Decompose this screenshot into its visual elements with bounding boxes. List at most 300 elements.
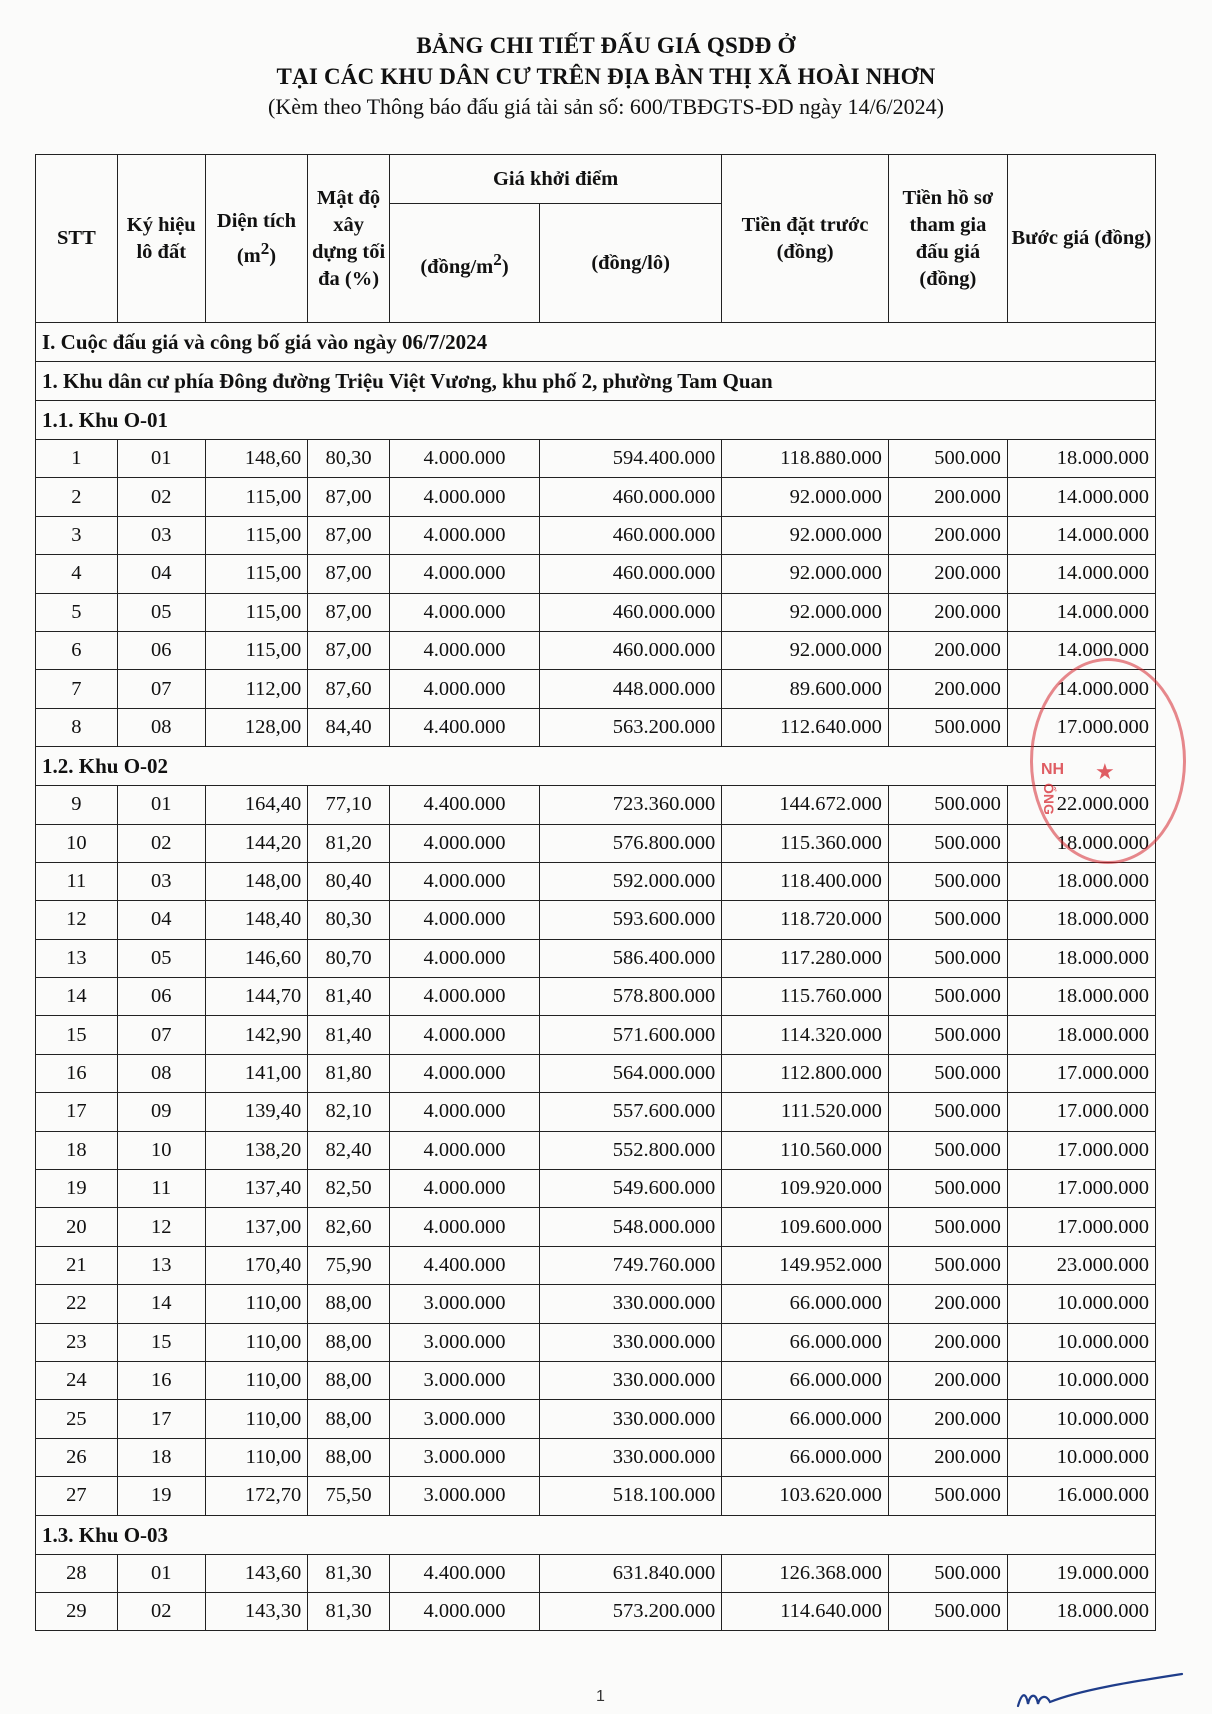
cell-tien-ho-so: 500.000 bbox=[888, 1016, 1007, 1054]
cell-dien-tich: 110,00 bbox=[205, 1323, 307, 1361]
cell-tien-ho-so: 200.000 bbox=[888, 516, 1007, 554]
cell-stt: 29 bbox=[36, 1592, 118, 1630]
cell-tien-dat-truoc: 126.368.000 bbox=[722, 1554, 889, 1592]
cell-buoc-gia: 18.000.000 bbox=[1007, 939, 1155, 977]
cell-dien-tich: 112,00 bbox=[205, 670, 307, 708]
auction-table bbox=[35, 154, 1156, 1631]
cell-tien-dat-truoc: 103.620.000 bbox=[722, 1477, 889, 1515]
cell-tien-ho-so: 500.000 bbox=[888, 1554, 1007, 1592]
cell-mat-do: 82,40 bbox=[308, 1131, 390, 1169]
cell-gia-m2: 4.000.000 bbox=[389, 555, 539, 593]
cell-tien-ho-so: 500.000 bbox=[888, 824, 1007, 862]
cell-dien-tich: 110,00 bbox=[205, 1438, 307, 1476]
cell-stt: 23 bbox=[36, 1323, 118, 1361]
stamp-text: NH bbox=[1041, 761, 1065, 778]
col-dien-tich-close: ) bbox=[269, 244, 277, 267]
cell-buoc-gia: 18.000.000 bbox=[1007, 1016, 1155, 1054]
cell-dien-tich: 110,00 bbox=[205, 1361, 307, 1399]
cell-buoc-gia: 14.000.000 bbox=[1007, 478, 1155, 516]
signature-mark bbox=[1010, 1662, 1190, 1714]
cell-tien-dat-truoc: 115.360.000 bbox=[722, 824, 889, 862]
cell-stt: 25 bbox=[36, 1400, 118, 1438]
cell-buoc-gia: 10.000.000 bbox=[1007, 1285, 1155, 1323]
cell-ky-hieu: 07 bbox=[117, 670, 205, 708]
cell-mat-do: 81,80 bbox=[308, 1054, 390, 1092]
cell-gia-m2: 4.000.000 bbox=[389, 1016, 539, 1054]
section-row bbox=[36, 401, 1156, 440]
cell-buoc-gia: 10.000.000 bbox=[1007, 1323, 1155, 1361]
cell-dien-tich: 144,20 bbox=[205, 824, 307, 862]
cell-buoc-gia: 18.000.000 bbox=[1007, 1592, 1155, 1630]
cell-stt: 24 bbox=[36, 1361, 118, 1399]
col-gia-khoi-diem: Giá khởi điểm bbox=[389, 155, 721, 204]
cell-tien-dat-truoc: 92.000.000 bbox=[722, 516, 889, 554]
cell-tien-ho-so: 500.000 bbox=[888, 862, 1007, 900]
cell-mat-do: 80,30 bbox=[308, 901, 390, 939]
cell-ky-hieu: 05 bbox=[117, 593, 205, 631]
cell-mat-do: 87,00 bbox=[308, 593, 390, 631]
cell-gia-m2: 3.000.000 bbox=[389, 1323, 539, 1361]
cell-gia-m2: 4.000.000 bbox=[389, 1208, 539, 1246]
cell-ky-hieu: 14 bbox=[117, 1285, 205, 1323]
table-row bbox=[36, 631, 1156, 669]
col-tien-dat-truoc: Tiền đặt trước (đồng) bbox=[722, 155, 889, 323]
cell-tien-dat-truoc: 114.640.000 bbox=[722, 1592, 889, 1630]
cell-tien-ho-so: 500.000 bbox=[888, 1592, 1007, 1630]
cell-gia-m2: 4.000.000 bbox=[389, 631, 539, 669]
cell-ky-hieu: 13 bbox=[117, 1246, 205, 1284]
cell-ky-hieu: 07 bbox=[117, 1016, 205, 1054]
cell-tien-dat-truoc: 92.000.000 bbox=[722, 593, 889, 631]
cell-ky-hieu: 09 bbox=[117, 1093, 205, 1131]
cell-gia-m2: 4.000.000 bbox=[389, 670, 539, 708]
cell-buoc-gia: 14.000.000 bbox=[1007, 631, 1155, 669]
table-row bbox=[36, 516, 1156, 554]
cell-gia-m2: 4.000.000 bbox=[389, 901, 539, 939]
section-zone1: 1.1. Khu O-01 bbox=[36, 401, 1156, 440]
cell-gia-lo: 460.000.000 bbox=[540, 593, 722, 631]
col-gia-lo: (đồng/lô) bbox=[540, 204, 722, 323]
cell-tien-ho-so: 500.000 bbox=[888, 1054, 1007, 1092]
cell-gia-lo: 564.000.000 bbox=[540, 1054, 722, 1092]
cell-stt: 9 bbox=[36, 786, 118, 824]
table-row bbox=[36, 1170, 1156, 1208]
cell-ky-hieu: 03 bbox=[117, 862, 205, 900]
cell-ky-hieu: 10 bbox=[117, 1131, 205, 1169]
cell-buoc-gia: 10.000.000 bbox=[1007, 1361, 1155, 1399]
cell-buoc-gia: 10.000.000 bbox=[1007, 1438, 1155, 1476]
col-tien-ho-so: Tiền hồ sơ tham gia đấu giá (đồng) bbox=[888, 155, 1007, 323]
stamp-text-2: ỔNG bbox=[1041, 783, 1057, 815]
cell-gia-lo: 548.000.000 bbox=[540, 1208, 722, 1246]
cell-gia-lo: 330.000.000 bbox=[540, 1361, 722, 1399]
cell-ky-hieu: 16 bbox=[117, 1361, 205, 1399]
cell-stt: 21 bbox=[36, 1246, 118, 1284]
cell-tien-ho-so: 500.000 bbox=[888, 901, 1007, 939]
cell-gia-lo: 573.200.000 bbox=[540, 1592, 722, 1630]
cell-buoc-gia: 16.000.000 bbox=[1007, 1477, 1155, 1515]
col-gia-m2-close: ) bbox=[501, 255, 509, 278]
cell-mat-do: 88,00 bbox=[308, 1361, 390, 1399]
cell-buoc-gia: 18.000.000 bbox=[1007, 901, 1155, 939]
cell-ky-hieu: 01 bbox=[117, 1554, 205, 1592]
cell-tien-ho-so: 200.000 bbox=[888, 593, 1007, 631]
cell-stt: 10 bbox=[36, 824, 118, 862]
cell-buoc-gia: 14.000.000 bbox=[1007, 593, 1155, 631]
table-row bbox=[36, 1361, 1156, 1399]
cell-gia-lo: 460.000.000 bbox=[540, 631, 722, 669]
cell-gia-lo: 631.840.000 bbox=[540, 1554, 722, 1592]
cell-ky-hieu: 02 bbox=[117, 824, 205, 862]
cell-stt: 2 bbox=[36, 478, 118, 516]
cell-buoc-gia: 17.000.000 bbox=[1007, 1208, 1155, 1246]
cell-gia-lo: 330.000.000 bbox=[540, 1438, 722, 1476]
cell-tien-dat-truoc: 92.000.000 bbox=[722, 631, 889, 669]
cell-stt: 3 bbox=[36, 516, 118, 554]
cell-buoc-gia: 10.000.000 bbox=[1007, 1400, 1155, 1438]
cell-dien-tich: 148,40 bbox=[205, 901, 307, 939]
cell-stt: 14 bbox=[36, 978, 118, 1016]
table-body bbox=[36, 323, 1156, 1631]
cell-tien-ho-so: 500.000 bbox=[888, 440, 1007, 478]
table-row bbox=[36, 1285, 1156, 1323]
cell-gia-lo: 578.800.000 bbox=[540, 978, 722, 1016]
cell-gia-lo: 330.000.000 bbox=[540, 1285, 722, 1323]
cell-stt: 18 bbox=[36, 1131, 118, 1169]
cell-ky-hieu: 04 bbox=[117, 555, 205, 593]
cell-stt: 11 bbox=[36, 862, 118, 900]
cell-mat-do: 77,10 bbox=[308, 786, 390, 824]
cell-gia-lo: 330.000.000 bbox=[540, 1323, 722, 1361]
cell-gia-m2: 4.000.000 bbox=[389, 593, 539, 631]
table-row bbox=[36, 824, 1156, 862]
cell-ky-hieu: 02 bbox=[117, 1592, 205, 1630]
cell-dien-tich: 115,00 bbox=[205, 631, 307, 669]
cell-stt: 28 bbox=[36, 1554, 118, 1592]
cell-gia-lo: 571.600.000 bbox=[540, 1016, 722, 1054]
col-mat-do: Mật độ xây dựng tối đa (%) bbox=[308, 155, 390, 323]
cell-gia-m2: 4.000.000 bbox=[389, 1592, 539, 1630]
cell-gia-m2: 4.000.000 bbox=[389, 862, 539, 900]
cell-buoc-gia: 17.000.000 bbox=[1007, 1131, 1155, 1169]
table-row bbox=[36, 1592, 1156, 1630]
cell-dien-tich: 139,40 bbox=[205, 1093, 307, 1131]
cell-tien-dat-truoc: 144.672.000 bbox=[722, 786, 889, 824]
section-part1: I. Cuộc đấu giá và công bố giá vào ngày 06/7/2024 bbox=[36, 323, 1156, 362]
cell-ky-hieu: 18 bbox=[117, 1438, 205, 1476]
section-row bbox=[36, 1515, 1156, 1554]
table-row bbox=[36, 901, 1156, 939]
col-gia-m2-sup: 2 bbox=[493, 249, 502, 269]
cell-dien-tich: 110,00 bbox=[205, 1400, 307, 1438]
cell-ky-hieu: 08 bbox=[117, 1054, 205, 1092]
cell-mat-do: 82,50 bbox=[308, 1170, 390, 1208]
cell-gia-m2: 4.000.000 bbox=[389, 1131, 539, 1169]
cell-buoc-gia: 17.000.000 bbox=[1007, 1054, 1155, 1092]
cell-ky-hieu: 04 bbox=[117, 901, 205, 939]
cell-dien-tich: 115,00 bbox=[205, 516, 307, 554]
cell-gia-lo: 330.000.000 bbox=[540, 1400, 722, 1438]
cell-stt: 19 bbox=[36, 1170, 118, 1208]
cell-buoc-gia: 14.000.000 bbox=[1007, 516, 1155, 554]
cell-stt: 13 bbox=[36, 939, 118, 977]
cell-dien-tich: 115,00 bbox=[205, 555, 307, 593]
cell-mat-do: 88,00 bbox=[308, 1400, 390, 1438]
cell-gia-lo: 460.000.000 bbox=[540, 516, 722, 554]
table-row bbox=[36, 670, 1156, 708]
cell-tien-ho-so: 200.000 bbox=[888, 1323, 1007, 1361]
col-dien-tich bbox=[205, 155, 307, 323]
cell-ky-hieu: 02 bbox=[117, 478, 205, 516]
cell-dien-tich: 164,40 bbox=[205, 786, 307, 824]
table-row bbox=[36, 555, 1156, 593]
cell-gia-m2: 4.400.000 bbox=[389, 1554, 539, 1592]
table-row bbox=[36, 1438, 1156, 1476]
cell-gia-m2: 4.000.000 bbox=[389, 824, 539, 862]
cell-buoc-gia: 23.000.000 bbox=[1007, 1246, 1155, 1284]
cell-tien-dat-truoc: 118.400.000 bbox=[722, 862, 889, 900]
table-row bbox=[36, 593, 1156, 631]
col-dien-tich-unit: (m bbox=[236, 244, 261, 267]
cell-mat-do: 80,70 bbox=[308, 939, 390, 977]
cell-ky-hieu: 05 bbox=[117, 939, 205, 977]
cell-buoc-gia: 18.000.000 bbox=[1007, 440, 1155, 478]
table-row bbox=[36, 1400, 1156, 1438]
cell-tien-ho-so: 200.000 bbox=[888, 1438, 1007, 1476]
document-title: BẢNG CHI TIẾT ĐẤU GIÁ QSDĐ Ở bbox=[416, 33, 796, 58]
cell-stt: 20 bbox=[36, 1208, 118, 1246]
cell-tien-ho-so: 500.000 bbox=[888, 1477, 1007, 1515]
cell-tien-ho-so: 200.000 bbox=[888, 478, 1007, 516]
cell-buoc-gia: 18.000.000 bbox=[1007, 978, 1155, 1016]
stamp-star-icon: ★ bbox=[1095, 759, 1115, 784]
cell-gia-m2: 4.000.000 bbox=[389, 1054, 539, 1092]
table-row bbox=[36, 478, 1156, 516]
cell-tien-ho-so: 200.000 bbox=[888, 1285, 1007, 1323]
cell-buoc-gia: 14.000.000 bbox=[1007, 555, 1155, 593]
cell-tien-ho-so: 200.000 bbox=[888, 670, 1007, 708]
cell-stt: 26 bbox=[36, 1438, 118, 1476]
cell-gia-m2: 4.000.000 bbox=[389, 440, 539, 478]
cell-tien-dat-truoc: 66.000.000 bbox=[722, 1285, 889, 1323]
cell-ky-hieu: 12 bbox=[117, 1208, 205, 1246]
cell-tien-dat-truoc: 92.000.000 bbox=[722, 555, 889, 593]
cell-buoc-gia: 18.000.000 bbox=[1007, 824, 1155, 862]
cell-tien-ho-so: 200.000 bbox=[888, 1400, 1007, 1438]
section-row bbox=[36, 323, 1156, 362]
cell-gia-m2: 4.000.000 bbox=[389, 516, 539, 554]
cell-tien-ho-so: 200.000 bbox=[888, 1361, 1007, 1399]
cell-stt: 15 bbox=[36, 1016, 118, 1054]
section-row bbox=[36, 747, 1156, 786]
cell-stt: 8 bbox=[36, 708, 118, 746]
table-row bbox=[36, 1554, 1156, 1592]
cell-tien-dat-truoc: 112.800.000 bbox=[722, 1054, 889, 1092]
cell-tien-dat-truoc: 66.000.000 bbox=[722, 1361, 889, 1399]
cell-gia-lo: 749.760.000 bbox=[540, 1246, 722, 1284]
cell-mat-do: 87,00 bbox=[308, 478, 390, 516]
cell-buoc-gia: 17.000.000 bbox=[1007, 1170, 1155, 1208]
cell-gia-m2: 4.000.000 bbox=[389, 478, 539, 516]
cell-buoc-gia: 19.000.000 bbox=[1007, 1554, 1155, 1592]
cell-gia-lo: 592.000.000 bbox=[540, 862, 722, 900]
cell-mat-do: 88,00 bbox=[308, 1285, 390, 1323]
cell-tien-dat-truoc: 109.920.000 bbox=[722, 1170, 889, 1208]
cell-gia-m2: 4.400.000 bbox=[389, 708, 539, 746]
cell-gia-lo: 586.400.000 bbox=[540, 939, 722, 977]
cell-mat-do: 80,30 bbox=[308, 440, 390, 478]
cell-gia-lo: 593.600.000 bbox=[540, 901, 722, 939]
cell-mat-do: 81,20 bbox=[308, 824, 390, 862]
table-row bbox=[36, 1208, 1156, 1246]
col-gia-m2-label: (đồng/m bbox=[420, 255, 494, 278]
cell-ky-hieu: 08 bbox=[117, 708, 205, 746]
cell-gia-lo: 552.800.000 bbox=[540, 1131, 722, 1169]
cell-gia-m2: 4.000.000 bbox=[389, 978, 539, 1016]
cell-gia-lo: 460.000.000 bbox=[540, 478, 722, 516]
cell-tien-dat-truoc: 110.560.000 bbox=[722, 1131, 889, 1169]
col-gia-m2 bbox=[389, 204, 539, 323]
cell-mat-do: 87,00 bbox=[308, 555, 390, 593]
cell-tien-dat-truoc: 118.720.000 bbox=[722, 901, 889, 939]
cell-gia-lo: 557.600.000 bbox=[540, 1093, 722, 1131]
table-header bbox=[36, 155, 1156, 323]
cell-mat-do: 87,00 bbox=[308, 631, 390, 669]
cell-dien-tich: 143,60 bbox=[205, 1554, 307, 1592]
cell-stt: 5 bbox=[36, 593, 118, 631]
cell-gia-m2: 3.000.000 bbox=[389, 1285, 539, 1323]
cell-tien-ho-so: 200.000 bbox=[888, 631, 1007, 669]
cell-dien-tich: 138,20 bbox=[205, 1131, 307, 1169]
cell-tien-dat-truoc: 89.600.000 bbox=[722, 670, 889, 708]
cell-buoc-gia: 14.000.000 bbox=[1007, 670, 1155, 708]
table-row bbox=[36, 1246, 1156, 1284]
table-row bbox=[36, 1477, 1156, 1515]
document-header bbox=[0, 30, 1212, 122]
cell-dien-tich: 146,60 bbox=[205, 939, 307, 977]
cell-tien-dat-truoc: 118.880.000 bbox=[722, 440, 889, 478]
cell-tien-dat-truoc: 114.320.000 bbox=[722, 1016, 889, 1054]
col-stt: STT bbox=[36, 155, 118, 323]
cell-mat-do: 81,30 bbox=[308, 1554, 390, 1592]
section-area1: 1. Khu dân cư phía Đông đường Triệu Việt Vương, khu phố 2, phường Tam Quan bbox=[36, 362, 1156, 401]
cell-mat-do: 88,00 bbox=[308, 1438, 390, 1476]
cell-dien-tich: 148,00 bbox=[205, 862, 307, 900]
table-row bbox=[36, 1131, 1156, 1169]
cell-gia-lo: 549.600.000 bbox=[540, 1170, 722, 1208]
cell-tien-ho-so: 500.000 bbox=[888, 1170, 1007, 1208]
cell-stt: 22 bbox=[36, 1285, 118, 1323]
cell-gia-m2: 4.400.000 bbox=[389, 786, 539, 824]
cell-gia-lo: 518.100.000 bbox=[540, 1477, 722, 1515]
cell-ky-hieu: 01 bbox=[117, 786, 205, 824]
table-row bbox=[36, 786, 1156, 824]
cell-ky-hieu: 06 bbox=[117, 978, 205, 1016]
cell-mat-do: 81,30 bbox=[308, 1592, 390, 1630]
cell-mat-do: 80,40 bbox=[308, 862, 390, 900]
cell-tien-ho-so: 500.000 bbox=[888, 1131, 1007, 1169]
cell-ky-hieu: 19 bbox=[117, 1477, 205, 1515]
cell-gia-m2: 4.400.000 bbox=[389, 1246, 539, 1284]
cell-tien-dat-truoc: 115.760.000 bbox=[722, 978, 889, 1016]
cell-gia-m2: 4.000.000 bbox=[389, 939, 539, 977]
cell-gia-lo: 594.400.000 bbox=[540, 440, 722, 478]
cell-stt: 17 bbox=[36, 1093, 118, 1131]
cell-stt: 7 bbox=[36, 670, 118, 708]
table-row bbox=[36, 1093, 1156, 1131]
cell-tien-ho-so: 500.000 bbox=[888, 1246, 1007, 1284]
cell-tien-ho-so: 500.000 bbox=[888, 708, 1007, 746]
cell-tien-dat-truoc: 66.000.000 bbox=[722, 1323, 889, 1361]
cell-dien-tich: 137,40 bbox=[205, 1170, 307, 1208]
table-row bbox=[36, 708, 1156, 746]
cell-dien-tich: 115,00 bbox=[205, 593, 307, 631]
table-row bbox=[36, 440, 1156, 478]
cell-dien-tich: 137,00 bbox=[205, 1208, 307, 1246]
col-ky-hieu: Ký hiệu lô đất bbox=[117, 155, 205, 323]
section-zone2: 1.2. Khu O-02 bbox=[36, 747, 1156, 786]
cell-ky-hieu: 03 bbox=[117, 516, 205, 554]
col-dien-tich-sup: 2 bbox=[260, 238, 270, 258]
cell-tien-ho-so: 200.000 bbox=[888, 555, 1007, 593]
cell-tien-dat-truoc: 92.000.000 bbox=[722, 478, 889, 516]
cell-stt: 4 bbox=[36, 555, 118, 593]
cell-tien-ho-so: 500.000 bbox=[888, 978, 1007, 1016]
cell-gia-m2: 3.000.000 bbox=[389, 1438, 539, 1476]
cell-mat-do: 75,50 bbox=[308, 1477, 390, 1515]
cell-buoc-gia: 18.000.000 bbox=[1007, 862, 1155, 900]
table-row bbox=[36, 1016, 1156, 1054]
cell-stt: 27 bbox=[36, 1477, 118, 1515]
table-row bbox=[36, 978, 1156, 1016]
cell-tien-dat-truoc: 66.000.000 bbox=[722, 1438, 889, 1476]
cell-dien-tich: 141,00 bbox=[205, 1054, 307, 1092]
cell-dien-tich: 115,00 bbox=[205, 478, 307, 516]
cell-gia-m2: 3.000.000 bbox=[389, 1361, 539, 1399]
cell-buoc-gia: 22.000.000 bbox=[1007, 786, 1155, 824]
cell-tien-dat-truoc: 149.952.000 bbox=[722, 1246, 889, 1284]
col-buoc-gia: Bước giá (đồng) bbox=[1007, 155, 1155, 323]
cell-tien-dat-truoc: 117.280.000 bbox=[722, 939, 889, 977]
cell-stt: 6 bbox=[36, 631, 118, 669]
cell-gia-lo: 723.360.000 bbox=[540, 786, 722, 824]
cell-dien-tich: 128,00 bbox=[205, 708, 307, 746]
cell-gia-m2: 3.000.000 bbox=[389, 1400, 539, 1438]
cell-gia-m2: 4.000.000 bbox=[389, 1170, 539, 1208]
cell-gia-m2: 4.000.000 bbox=[389, 1093, 539, 1131]
document-subtitle: (Kèm theo Thông báo đấu giá tài sản số: 600/TBĐGTS-ĐD ngày 14/6/2024) bbox=[268, 94, 944, 119]
cell-mat-do: 81,40 bbox=[308, 978, 390, 1016]
cell-mat-do: 82,10 bbox=[308, 1093, 390, 1131]
table-row bbox=[36, 1054, 1156, 1092]
cell-dien-tich: 143,30 bbox=[205, 1592, 307, 1630]
cell-tien-ho-so: 500.000 bbox=[888, 1093, 1007, 1131]
cell-tien-dat-truoc: 66.000.000 bbox=[722, 1400, 889, 1438]
cell-mat-do: 84,40 bbox=[308, 708, 390, 746]
cell-gia-m2: 3.000.000 bbox=[389, 1477, 539, 1515]
cell-mat-do: 88,00 bbox=[308, 1323, 390, 1361]
cell-tien-dat-truoc: 111.520.000 bbox=[722, 1093, 889, 1131]
cell-mat-do: 81,40 bbox=[308, 1016, 390, 1054]
cell-tien-ho-so: 500.000 bbox=[888, 786, 1007, 824]
col-dien-tich-label: Diện tích bbox=[216, 209, 297, 232]
cell-stt: 1 bbox=[36, 440, 118, 478]
cell-dien-tich: 110,00 bbox=[205, 1285, 307, 1323]
cell-mat-do: 87,60 bbox=[308, 670, 390, 708]
cell-dien-tich: 148,60 bbox=[205, 440, 307, 478]
cell-ky-hieu: 01 bbox=[117, 440, 205, 478]
cell-gia-lo: 460.000.000 bbox=[540, 555, 722, 593]
